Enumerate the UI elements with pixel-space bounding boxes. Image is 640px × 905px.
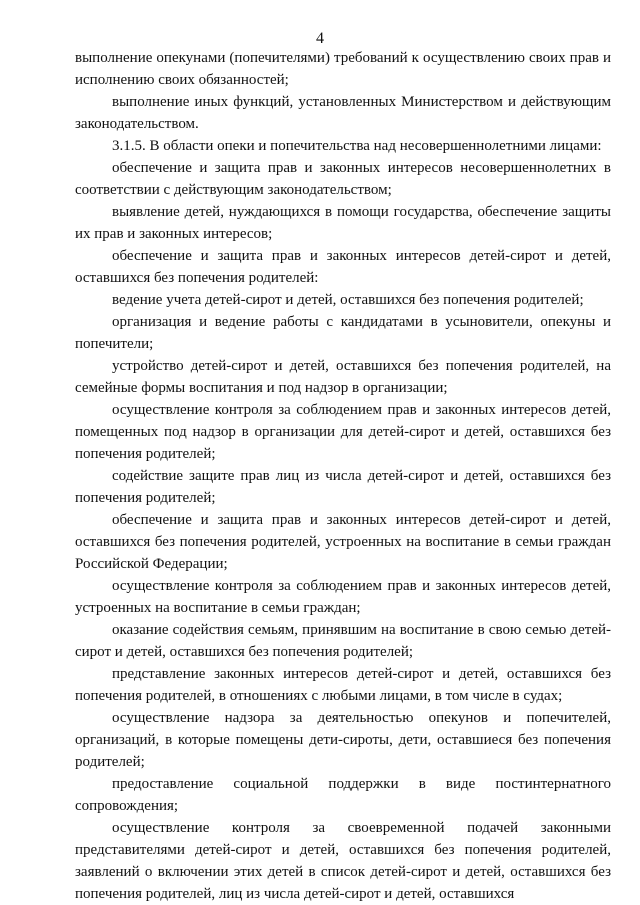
paragraph: обеспечение и защита прав и законных интересов детей-сирот и детей, оставшихся без попечения родителей: xyxy=(75,248,611,286)
page-number: 4 xyxy=(316,30,324,47)
paragraph: обеспечение и защита прав и законных интересов несовершеннолетних в соответствии с действующим законодательством; xyxy=(75,160,611,198)
paragraph: устройство детей-сирот и детей, оставшихся без попечения родителей, на семейные формы воспитания и под надзор в организации; xyxy=(75,358,611,396)
paragraph: содействие защите прав лиц из числа детей-сирот и детей, оставшихся без попечения родителей; xyxy=(75,468,611,506)
paragraph: выявление детей, нуждающихся в помощи государства, обеспечение защиты их прав и законных интересов; xyxy=(75,204,611,242)
paragraph: осуществление надзора за деятельностью опекунов и попечителей, организаций, в которые помещены дети-сироты, дети, оставшиеся без попечения родителей; xyxy=(75,710,611,770)
paragraph: организация и ведение работы с кандидатами в усыновители, опекуны и попечители; xyxy=(75,314,611,352)
paragraph: осуществление контроля за соблюдением прав и законных интересов детей, устроенных на воспитание в семьи граждан; xyxy=(75,578,611,616)
paragraph: оказание содействия семьям, принявшим на воспитание в свою семью детей-сирот и детей, оставшихся без попечения родителей; xyxy=(75,622,611,660)
document-body xyxy=(75,47,611,905)
paragraph: ведение учета детей-сирот и детей, оставшихся без попечения родителей; xyxy=(112,292,584,308)
paragraph: 3.1.5. В области опеки и попечительства над несовершеннолетними лицами: xyxy=(112,138,602,154)
paragraph: выполнение опекунами (попечителями) требований к осуществлению своих прав и исполнению своих обязанностей; xyxy=(75,50,611,88)
paragraph: осуществление контроля за своевременной подачей законными представителями детей-сирот и детей, оставшихся без попечения родителей, заявлений о включении этих детей в список детей-сирот и детей, оставшихся без попечения родителей, лиц из числа детей-сирот и детей, оставшихся xyxy=(75,820,611,902)
paragraph: предоставление социальной поддержки в виде постинтернатного сопровождения; xyxy=(75,776,611,814)
paragraph: обеспечение и защита прав и законных интересов детей-сирот и детей, оставшихся без попечения родителей, устроенных на воспитание в семьи граждан Российской Федерации; xyxy=(75,512,611,572)
paragraph: осуществление контроля за соблюдением прав и законных интересов детей, помещенных под надзор в организации для детей-сирот и детей, оставшихся без попечения родителей; xyxy=(75,402,611,462)
paragraph: выполнение иных функций, установленных Министерством и действующим законодательством. xyxy=(75,94,611,132)
paragraph: представление законных интересов детей-сирот и детей, оставшихся без попечения родителей, в отношениях с любыми лицами, в том числе в судах; xyxy=(75,666,611,704)
